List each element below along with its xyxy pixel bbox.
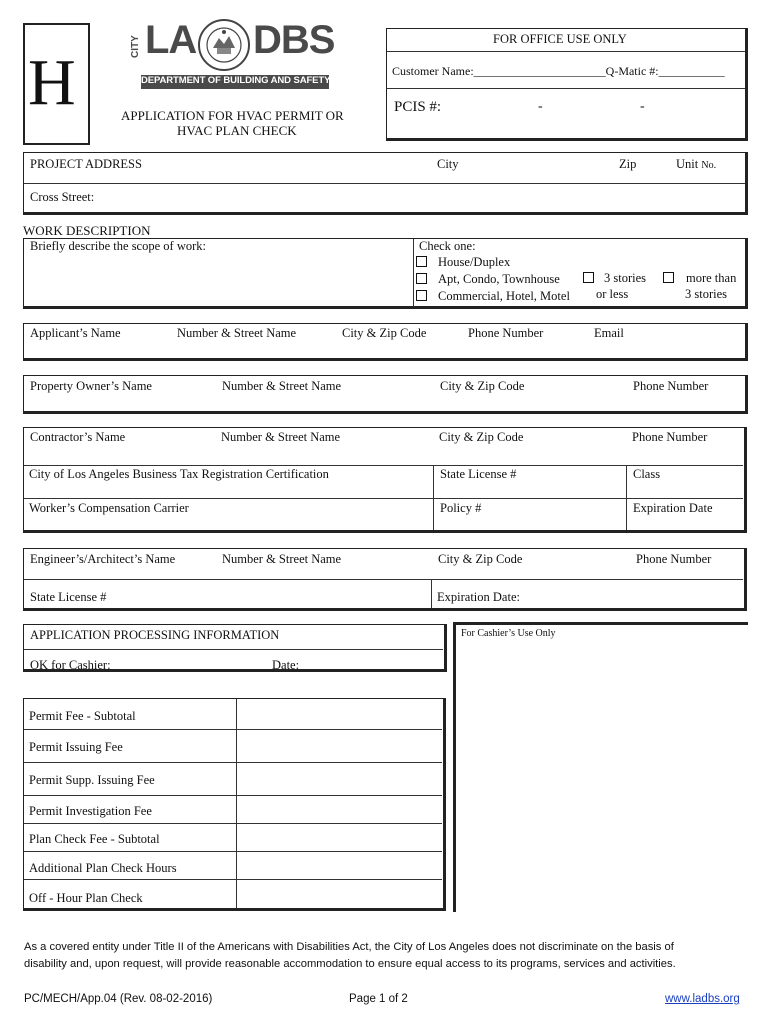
fee-row-label: Permit Investigation Fee xyxy=(29,804,152,818)
fee-row-label: Permit Issuing Fee xyxy=(29,740,123,754)
applicant-phone-label: Phone Number xyxy=(468,326,544,340)
ada-notice-line2: disability and, upon request, will provide reasonable accommodation to ensure equal access to its programs, services and activities. xyxy=(24,958,676,970)
office-divider xyxy=(387,51,745,52)
engineer-col-divider xyxy=(431,580,432,608)
applicant-name-label: Applicant’s Name xyxy=(30,326,121,340)
ok-for-cashier-label: OK for Cashier: xyxy=(30,658,111,672)
fee-col-divider xyxy=(236,699,237,908)
checkbox-house-duplex[interactable] xyxy=(416,256,427,267)
workers-comp-label: Worker’s Compensation Carrier xyxy=(29,501,189,515)
engineer-street-label: Number & Street Name xyxy=(222,552,342,566)
checkbox-apt-condo[interactable] xyxy=(416,273,427,284)
checkbox-more-than-3-stories[interactable] xyxy=(663,272,674,283)
fee-row-label: Off - Hour Plan Check xyxy=(29,891,143,905)
engineer-expiration-label: Expiration Date: xyxy=(437,590,520,604)
engineer-state-license-label: State License # xyxy=(30,590,107,604)
project-city-label: City xyxy=(437,157,459,171)
fee-row-label: Permit Fee - Subtotal xyxy=(29,709,136,723)
form-id: PC/MECH/App.04 (Rev. 08-02-2016) xyxy=(24,993,213,1005)
contractor-expiration-label: Expiration Date xyxy=(633,501,713,515)
form-letter: H xyxy=(28,46,76,119)
engineer-divider xyxy=(24,579,743,580)
project-zip-label: Zip xyxy=(619,157,637,171)
applicant-street-label: Number & Street Name xyxy=(177,326,297,340)
project-address-label: PROJECT ADDRESS xyxy=(30,157,142,171)
pcis-label: PCIS #: xyxy=(394,99,442,115)
contractor-state-license-label: State License # xyxy=(440,467,517,481)
cashier-use-area xyxy=(453,622,748,912)
office-use-title: FOR OFFICE USE ONLY xyxy=(493,32,627,46)
processing-date-label: Date: xyxy=(272,658,300,672)
work-divider xyxy=(413,239,414,307)
logo-city-word: CITY xyxy=(130,35,141,58)
more-than-line2: 3 stories xyxy=(685,287,728,301)
engineer-phone-label: Phone Number xyxy=(636,552,712,566)
logo-dbs: DBS xyxy=(253,18,335,62)
processing-title: APPLICATION PROCESSING INFORMATION xyxy=(30,628,280,642)
scope-label: Briefly describe the scope of work: xyxy=(30,239,206,253)
owner-street-label: Number & Street Name xyxy=(222,379,342,393)
pcis-dash-1: - xyxy=(538,99,543,114)
fee-row-line xyxy=(24,879,442,880)
contractor-class-label: Class xyxy=(633,467,661,481)
title-line1: APPLICATION FOR HVAC PERMIT OR xyxy=(121,108,344,123)
contractor-name-label: Contractor’s Name xyxy=(30,430,126,444)
ladbs-logo xyxy=(130,18,335,98)
more-than-line1: more than xyxy=(686,271,737,285)
fee-row-line xyxy=(24,729,442,730)
stories-or-less-line1: 3 stories xyxy=(604,271,647,285)
website-link[interactable]: www.ladbs.org xyxy=(665,993,740,1005)
checkbox-3-stories-or-less[interactable] xyxy=(583,272,594,283)
work-description-heading: WORK DESCRIPTION xyxy=(23,223,151,238)
engineer-city-label: City & Zip Code xyxy=(438,552,523,566)
ada-notice-line1: As a covered entity under Title II of the Americans with Disabilities Act, the City of Los Angeles does not discriminate on the basis of xyxy=(24,941,674,953)
checkbox-commercial[interactable] xyxy=(416,290,427,301)
city-seal-icon xyxy=(197,18,251,72)
applicant-city-label: City & Zip Code xyxy=(342,326,427,340)
project-divider xyxy=(24,183,745,184)
fee-row-line xyxy=(24,795,442,796)
check-one-label: Check one: xyxy=(419,239,476,253)
fee-row-label: Permit Supp. Issuing Fee xyxy=(29,773,155,787)
contractor-divider-2 xyxy=(24,498,743,499)
btrc-label: City of Los Angeles Business Tax Registration Certification xyxy=(29,467,329,481)
contractor-street-label: Number & Street Name xyxy=(221,430,341,444)
option-apt-condo: Apt, Condo, Townhouse xyxy=(438,272,560,286)
cashier-use-label: For Cashier’s Use Only xyxy=(461,628,556,639)
policy-label: Policy # xyxy=(440,501,482,515)
fee-row-line xyxy=(24,762,442,763)
unit-label-text: Unit xyxy=(676,157,699,171)
contractor-col-divider-2 xyxy=(626,466,627,530)
owner-name-label: Property Owner’s Name xyxy=(30,379,152,393)
unit-no-text: No. xyxy=(701,160,717,171)
contractor-phone-label: Phone Number xyxy=(632,430,708,444)
office-divider-2 xyxy=(387,88,745,89)
contractor-col-divider-1 xyxy=(433,466,434,530)
owner-phone-label: Phone Number xyxy=(633,379,709,393)
engineer-name-label: Engineer’s/Architect’s Name xyxy=(30,552,176,566)
pcis-dash-2: - xyxy=(640,99,645,114)
fee-row-line xyxy=(24,851,442,852)
fee-row-label: Additional Plan Check Hours xyxy=(29,861,177,875)
applicant-email-label: Email xyxy=(594,326,624,340)
stories-or-less-line2: or less xyxy=(596,287,629,301)
owner-city-label: City & Zip Code xyxy=(440,379,525,393)
processing-divider xyxy=(24,649,443,650)
contractor-divider-1 xyxy=(24,465,743,466)
title-line2: HVAC PLAN CHECK xyxy=(177,123,297,138)
cross-street-label: Cross Street: xyxy=(30,190,95,204)
project-unit-label xyxy=(676,158,716,171)
option-house-duplex: House/Duplex xyxy=(438,255,511,269)
contractor-city-label: City & Zip Code xyxy=(439,430,524,444)
customer-name-field[interactable]: Customer Name:______________________Q-Matic #:___________ xyxy=(392,64,725,78)
page-number: Page 1 of 2 xyxy=(349,993,408,1005)
option-commercial: Commercial, Hotel, Motel xyxy=(438,289,570,303)
fee-row-label: Plan Check Fee - Subtotal xyxy=(29,832,160,846)
logo-la: LA xyxy=(145,18,197,62)
logo-department-text: DEPARTMENT OF BUILDING AND SAFETY xyxy=(141,75,331,86)
fee-row-line xyxy=(24,823,442,824)
